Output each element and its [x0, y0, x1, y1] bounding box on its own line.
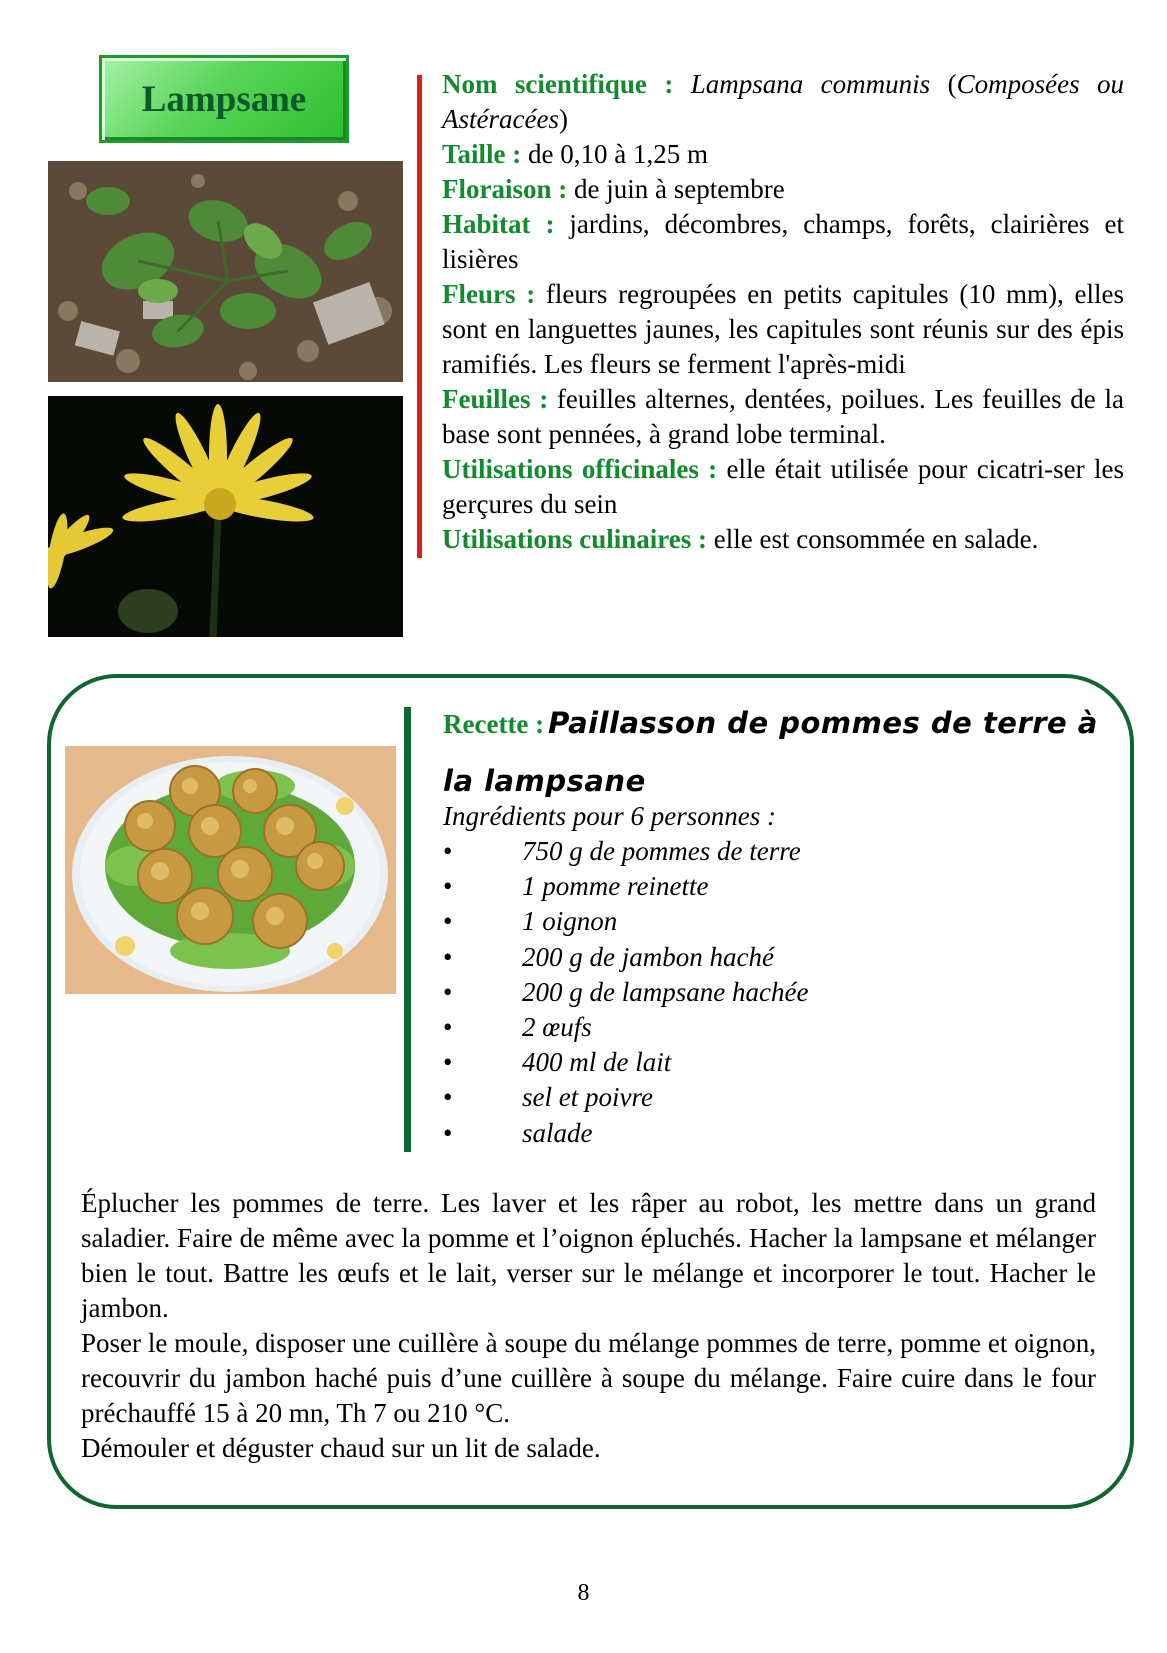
text-fleurs: fleurs regroupées en petits capitules (10 mm), elles sont en languettes jaunes, les capitules sont réunis sur des épis ramifiés. Les fleurs se ferment l'après-midi	[442, 279, 1124, 379]
label-feuilles: Feuilles :	[442, 384, 549, 414]
ingredient-text: 200 g de lampsane hachée	[522, 976, 809, 1007]
text-floraison: de juin à septembre	[567, 174, 785, 204]
recipe-accent-bar	[404, 707, 411, 1152]
bullet-icon: •	[443, 976, 453, 1007]
list-item	[443, 1012, 808, 1047]
info-officinales	[442, 452, 1124, 522]
text-officinales: elle était utilisée pour cicatri-ser les gerçures du sein	[442, 454, 1124, 519]
photo-leaves	[48, 161, 403, 382]
bullet-icon: •	[443, 836, 453, 866]
bullet-icon: •	[443, 1047, 453, 1078]
info-culinaires	[442, 522, 1124, 557]
label-habitat: Habitat :	[442, 209, 555, 239]
list-item	[443, 871, 808, 906]
ingredient-text: 750 g de pommes de terre	[522, 836, 801, 866]
label-fleurs: Fleurs :	[442, 279, 536, 309]
label-floraison: Floraison :	[442, 174, 568, 204]
title-box	[99, 55, 349, 143]
recipe-title	[443, 697, 1103, 813]
family-name: Composées ou Astéracées	[442, 69, 1125, 134]
label-taille: Taille :	[442, 139, 522, 169]
info-habitat	[442, 207, 1124, 277]
recipe-name: Paillasson de pommes de terre à la lampsane	[443, 706, 1098, 798]
list-item	[443, 977, 808, 1012]
text-feuilles: feuilles alternes, dentées, poilues. Les feuilles de la base sont pennées, à grand lobe terminal.	[442, 384, 1124, 449]
page-number: 8	[577, 1580, 590, 1606]
bullet-icon: •	[443, 941, 453, 972]
ingredient-text: 1 pomme reinette	[522, 871, 709, 902]
info-accent-bar	[417, 75, 422, 558]
bullet-icon: •	[443, 871, 453, 902]
plant-title: Lampsane	[141, 78, 307, 120]
info-feuilles	[442, 382, 1124, 452]
text-taille: de 0,10 à 1,25 m	[521, 139, 708, 169]
step-paragraph: Démouler et déguster chaud sur un lit de salade.	[81, 1433, 601, 1463]
step-paragraph: Éplucher les pommes de terre. Les laver et les râper au robot, les mettre dans un grand saladier. Faire de même avec la pomme et l’oignon épluchés. Hacher la lampsane et mélanger bien le tout. Battre les œufs et le lait, verser sur le mélange et incorporer le tout. Hacher le jambon.	[81, 1188, 1096, 1323]
bullet-icon: •	[443, 1011, 453, 1042]
label-culinaires: Utilisations culinaires :	[442, 524, 708, 554]
bullet-icon: •	[443, 1117, 453, 1148]
paren-open: (	[930, 69, 957, 99]
plant-info	[442, 67, 1124, 557]
ingredient-text: 1 oignon	[522, 906, 618, 937]
step-paragraph: Poser le moule, disposer une cuillère à soupe du mélange pommes de terre, pomme et oignon, recouvrir du jambon haché puis d’une cuillère à soupe du mélange. Faire cuire dans le four préchauffé 15 à 20 mn, Th 7 ou 210 °C.	[81, 1328, 1096, 1428]
list-item	[443, 1082, 808, 1117]
bullet-icon: •	[443, 906, 453, 937]
ingredients-title: Ingrédients pour 6 personnes :	[443, 801, 776, 831]
text-habitat: jardins, décombres, champs, forêts, clairières et lisières	[442, 209, 1124, 274]
info-taille	[442, 137, 1124, 172]
text-culinaires: elle est consommée en salade.	[707, 524, 1039, 554]
bullet-icon: •	[443, 1082, 453, 1113]
list-item	[443, 1047, 808, 1082]
info-floraison	[442, 172, 1124, 207]
photo-flower	[48, 396, 403, 637]
list-item	[443, 836, 808, 871]
latin-name: Lampsana communis	[690, 69, 931, 99]
ingredient-text: 400 ml de lait	[522, 1047, 672, 1078]
label-nom: Nom scientifique :	[442, 69, 674, 99]
ingredient-text: sel et poivre	[522, 1082, 653, 1113]
info-nom	[442, 67, 1124, 137]
recipe-steps	[81, 1186, 1096, 1466]
recipe-label: Recette :	[443, 709, 545, 739]
info-fleurs	[442, 277, 1124, 382]
label-officinales: Utilisations officinales :	[442, 454, 718, 484]
list-item	[443, 1118, 808, 1153]
ingredient-text: 2 œufs	[522, 1011, 592, 1042]
list-item	[443, 942, 808, 977]
paren-close: )	[558, 104, 568, 134]
ingredients-list	[443, 836, 808, 1153]
photo-dish	[65, 746, 396, 994]
ingredient-text: 200 g de jambon haché	[522, 941, 774, 972]
list-item	[443, 906, 808, 941]
ingredient-text: salade	[522, 1117, 593, 1148]
